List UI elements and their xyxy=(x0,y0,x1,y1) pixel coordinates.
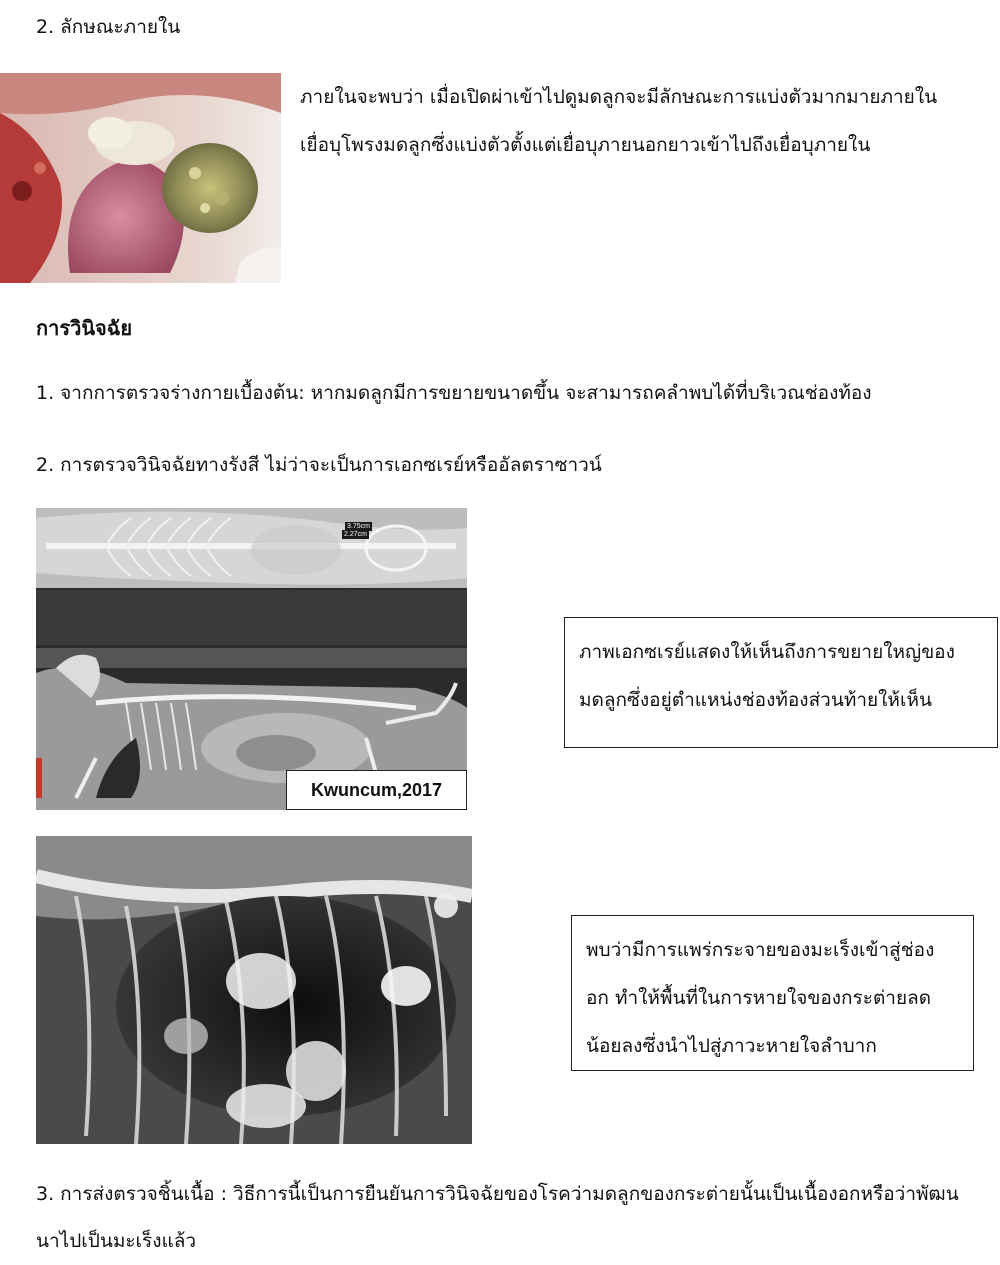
internal-paragraph-line1: ภายในจะพบว่า เมื่อเปิดผ่าเข้าไปดูมดลูกจะมีลักษณะการแบ่งตัวมากมายภายใน xyxy=(300,86,938,108)
diagnosis-item-1: 1. จากการตรวจร่างกายเบื้องต้น: หากมดลูกมีการขยายขนาดขึ้น จะสามารถคลำพบได้ที่บริเวณช่องท้อง xyxy=(36,382,872,404)
measurement-label-a: 3.75cm xyxy=(347,523,370,530)
xray-image-2 xyxy=(36,836,472,1144)
xray-image-1 xyxy=(36,508,467,810)
caption1-line1: ภาพเอกซเรย์แสดงให้เห็นถึงการขยายใหญ่ของ xyxy=(579,641,955,663)
caption-box-1 xyxy=(564,617,998,748)
caption2-line1: พบว่ามีการแพร่กระจายของมะเร็งเข้าสู่ช่อง xyxy=(586,939,935,961)
caption2-line2: อก ทำให้พื้นที่ในการหายใจของกระต่ายลด xyxy=(586,987,932,1009)
diagnosis-item-3-line2: นาไปเป็นมะเร็งแล้ว xyxy=(36,1230,197,1252)
section-title: 2. ลักษณะภายใน xyxy=(36,16,181,38)
image-credit: Kwuncum,2017 xyxy=(286,770,467,810)
diagnosis-item-3-line1: 3. การส่งตรวจชิ้นเนื้อ : วิธีการนี้เป็นการยืนยันการวินิจฉัยของโรคว่ามดลูกของกระต่ายนั้นเป็นเนื้องอกหรือว่าพัฒน xyxy=(36,1183,959,1205)
measurement-label-b: 2.27cm xyxy=(344,531,367,538)
surgery-photo xyxy=(0,73,281,283)
caption2-line3: น้อยลงซึ่งนำไปสู่ภาวะหายใจลำบาก xyxy=(586,1035,877,1057)
diagnosis-item-2: 2. การตรวจวินิจฉัยทางรังสี ไม่ว่าจะเป็นการเอกซเรย์หรืออัลตราซาวน์ xyxy=(36,454,602,476)
internal-paragraph-line2: เยื่อบุโพรงมดลูกซึ่งแบ่งตัวตั้งแต่เยื่อบุภายนอกยาวเข้าไปถึงเยื่อบุภายใน xyxy=(300,134,871,156)
diagnosis-heading: การวินิจฉัย xyxy=(36,316,133,340)
caption-box-2 xyxy=(571,915,974,1071)
caption1-line2: มดลูกซึ่งอยู่ตำแหน่งช่องท้องส่วนท้ายให้เห็น xyxy=(579,689,932,711)
